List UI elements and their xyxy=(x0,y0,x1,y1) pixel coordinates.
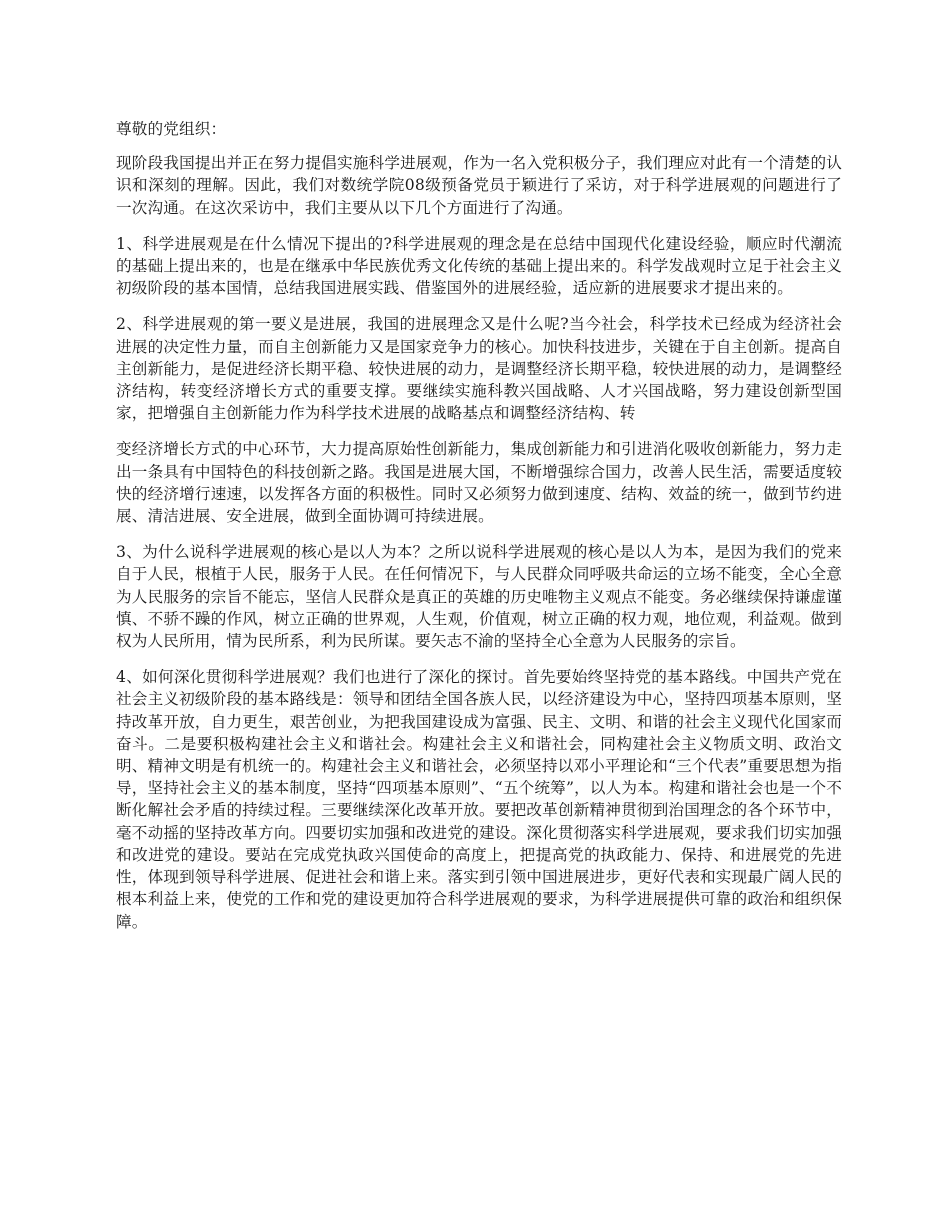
paragraph-point-3: 3、为什么说科学进展观的核心是以人为本？之所以说科学进展观的核心是以人为本，是因为我们的党来自于人民，根植于人民，服务于人民。在任何情况下，与人民群众同呼吸共命运的立场不能变，全心全意为人民服务的宗旨不能忘，坚信人民群众是真正的英雄的历史唯物主义观点不能变。务必继续保持谦虚谨慎、不骄不躁的作风，树立正确的世界观，人生观，价值观，树立正确的权力观，地位观，利益观。做到权为人民所用，情为民所系，利为民所谋。要矢志不渝的坚持全心全意为人民服务的宗旨。 xyxy=(116,543,842,651)
paragraph-intro: 现阶段我国提出并正在努力提倡实施科学进展观，作为一名入党积极分子，我们理应对此有一个清楚的认识和深刻的理解。因此，我们对数统学院08级预备党员于颖进行了采访，对于科学进展观的问题进行了一次沟通。在这次采访中，我们主要从以下几个方面进行了沟通。 xyxy=(116,154,842,217)
paragraph-point-2-continued: 变经济增长方式的中心环节，大力提高原始性创新能力，集成创新能力和引进消化吸收创新能力，努力走出一条具有中国特色的科技创新之路。我国是进展大国，不断增强综合国力，改善人民生活，需要适度较快的经济增行速速，以发挥各方面的积极性。同时又必须努力做到速度、结构、效益的统一，做到节约进展、清洁进展、安全进展，做到全面协调可持续进展。 xyxy=(116,440,842,526)
salutation: 尊敬的党组织： xyxy=(116,120,227,138)
paragraph-point-1: 1、科学进展观是在什么情况下提出的?科学进展观的理念是在总结中国现代化建设经验，顺应时代潮流的基础上提出来的，也是在继承中华民族优秀文化传统的基础上提出来的。科学发战观时立足于社会主义初级阶段的基本国情，总结我国进展实践、借鉴国外的进展经验，适应新的进展要求才提出来的。 xyxy=(116,234,842,298)
paragraph-point-4: 4、如何深化贯彻科学进展观？我们也进行了深化的探讨。首先要始终坚持党的基本路线。中国共产党在社会主义初级阶段的基本路线是：领导和团结全国各族人民，以经济建设为中心，坚持四项基本原则，坚持改革开放，自力更生，艰苦创业，为把我国建设成为富强、民主、文明、和谐的社会主义现代化国家而奋斗。二是要积极构建社会主义和谐社会。构建社会主义和谐社会，同构建社会主义物质文明、政治文明、精神文明是有机统一的。构建社会主义和谐社会，必须坚持以邓小平理论和“三个代表”重要思想为指导，坚持社会主义的基本制度，坚持“四项基本原则”、“五个统筹”，以人为本。构建和谐社会也是一个不断化解社会矛盾的持续过程。三要继续深化改革开放。要把改革创新精神贯彻到治国理念的各个环节中，毫不动摇的坚持改革方向。四要切实加强和改进党的建设。深化贯彻落实科学进展观，要求我们切实加强和改进党的建设。要站在完成党执政兴国使命的高度上，把提高党的执政能力、保持、和进展党的先进性，体现到领导科学进展、促进社会和谐上来。落实到引领中国进展进步，更好代表和实现最广阔人民的根本利益上来，使党的工作和党的建设更加符合科学进展观的要求，为科学进展提供可靠的政治和组织保障。 xyxy=(116,668,842,931)
paragraph-point-2: 2、科学进展观的第一要义是进展，我国的进展理念又是什么呢?当今社会，科学技术已经成为经济社会进展的决定性力量，而自主创新能力又是国家竞争力的核心。加快科技进步，关键在于自主创新。提高自主创新能力，是促进经济长期平稳、较快进展的动力，是调整经济长期平稳，较快进展的动力，是调整经济结构，转变经济增长方式的重要支撑。要继续实施科教兴国战略、人才兴国战略，努力建设创新型国家，把增强自主创新能力作为科学技术进展的战略基点和调整经济结构、转 xyxy=(116,315,842,423)
document-page xyxy=(116,118,842,947)
